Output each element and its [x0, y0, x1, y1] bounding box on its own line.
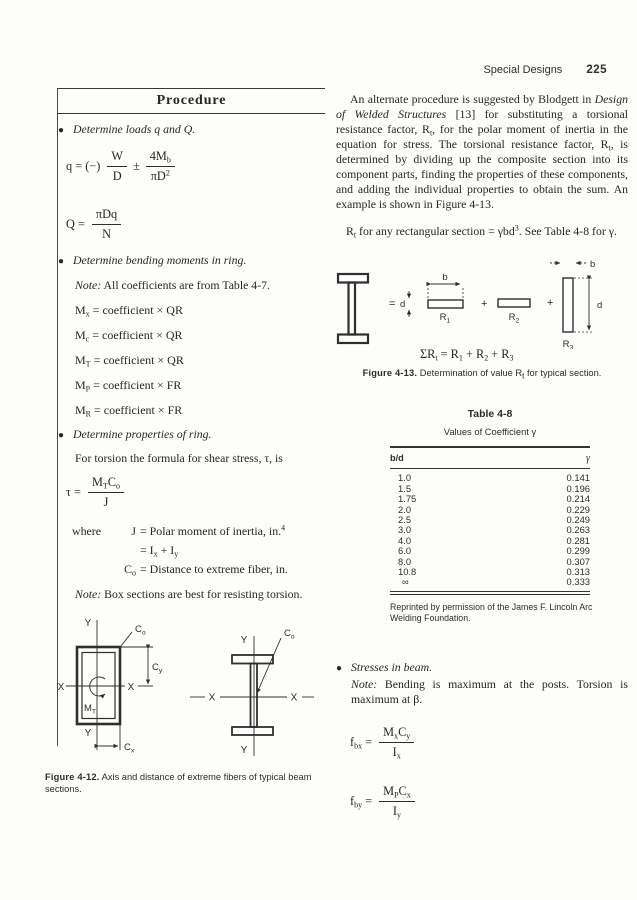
right-column	[336, 60, 628, 819]
table-row: 2.5 0.249	[398, 513, 590, 525]
label-d: d	[400, 299, 406, 310]
bullet-text: Determine properties of ring.	[73, 427, 212, 441]
label-r2: $R_2$	[508, 312, 520, 325]
page-number: 225	[586, 64, 607, 76]
figure-caption-text: Determination of value $R_t$ for typical section.	[417, 368, 602, 381]
note-text: Box sections are best for resisting torsion.	[101, 587, 303, 601]
figure-caption-text: Axis and distance of extreme fibers of typical beam sections.	[45, 772, 312, 795]
table-row: ∞ 0.333	[402, 576, 590, 588]
formula-q-lhs: q = (−)	[66, 159, 101, 173]
table-row: 1.0 0.141	[398, 472, 590, 484]
label-b: b	[442, 272, 448, 283]
table-row: 8.0 0.307	[398, 555, 590, 567]
formula-fby	[350, 784, 628, 819]
fraction	[107, 149, 127, 184]
bullet-dot: ●	[58, 430, 65, 441]
table-row: 10.8 0.313	[398, 565, 590, 577]
axis-label-y: Y	[84, 618, 92, 629]
denominator: D	[107, 166, 127, 184]
note-text: Bending is maximum at the posts. Torsion is maximum at β.	[351, 676, 628, 706]
procedure-heading-box	[58, 88, 325, 114]
axis-label-y: Y	[240, 635, 248, 646]
formula-tau	[66, 475, 325, 510]
bullet-dot: ●	[58, 125, 65, 136]
figure-4-13-rt-decomposition-diagram	[336, 249, 628, 349]
left-column	[45, 88, 325, 796]
label-b: b	[590, 259, 596, 270]
moment-line: $M_x$ = coefficient × QR	[75, 303, 183, 319]
formula-q	[66, 149, 325, 184]
moment-line: $M_P$ = coefficient × FR	[75, 378, 182, 394]
bullet-dot: ●	[58, 256, 65, 267]
column-header-bd: b/d	[390, 453, 404, 464]
numerator: $4M_b$	[149, 149, 171, 165]
label-co: $C_o$	[284, 628, 295, 641]
fraction	[379, 784, 415, 819]
numerator: πDq	[95, 207, 118, 221]
fraction	[92, 207, 121, 242]
where-rhs: = Polar moment of inertia, in.$^4$	[140, 523, 286, 538]
axis-label-x: X	[208, 692, 216, 704]
numerator: $M_TC_o$	[91, 475, 120, 491]
section-title: Special Designs	[483, 64, 563, 76]
note-label: Note:	[75, 278, 102, 292]
table-row: 2.0 0.229	[398, 503, 590, 515]
bullet-text: Stresses in beam.	[351, 659, 433, 674]
column-header-gamma: γ	[586, 453, 590, 465]
paragraph-text: [13] for substituting a torsional resistance factor, $R_t$, for the polar moment of inertia in the equation for stress. The torsional resistance factor, $R_t$, is determined by dividing up the composite section into its component parts, finding the properties of these components, and adding the individual properties to obtain the sum. An example is shown in Figure 4-13.	[336, 107, 628, 211]
formula-fbx-lhs: $f_{bx}$ =	[350, 734, 373, 751]
table-row: 1.5 0.196	[398, 482, 590, 494]
table-4-8	[390, 407, 590, 594]
table-end-rule	[390, 594, 590, 595]
where-label: where	[72, 524, 102, 538]
where-label	[72, 562, 120, 577]
figure-label: Figure 4-12.	[45, 772, 100, 782]
denominator: $\pi D^2$	[146, 166, 175, 184]
numerator: $M_xC_y$	[383, 724, 411, 741]
label-r3: $R_3$	[562, 339, 574, 349]
formula-fby-lhs: $f_{by}$ =	[350, 793, 373, 810]
where-rhs: = $I_x + I_y$	[140, 543, 179, 559]
numerator: $M_PC_x$	[383, 783, 411, 800]
label-mt: $M_T$	[83, 703, 97, 716]
figure-4-12-caption	[45, 771, 325, 796]
note-box-sections	[75, 587, 325, 602]
where-label	[72, 543, 120, 558]
denominator: N	[92, 224, 121, 242]
moment-line: $M_c$ = coefficient × QR	[75, 328, 183, 344]
axis-label-x: X	[290, 692, 298, 704]
bullet-dot: ●	[336, 662, 343, 674]
formula-fbx	[350, 725, 628, 760]
note-text: All coefficients are from Table 4-7.	[101, 278, 270, 292]
note-coefficients	[75, 278, 325, 293]
bullet-determine-loads	[58, 122, 325, 138]
paragraph-text: An alternate procedure is suggested by Blodgett in	[350, 92, 595, 106]
label-co: $C_o$	[135, 624, 146, 637]
label-r1: $R_1$	[439, 312, 451, 325]
rt-sentence: $R_t$ for any rectangular section = γbd$^3$. See Table 4-8 for γ.	[346, 223, 617, 240]
axis-label-x: X	[127, 682, 135, 693]
where-lhs: J	[131, 524, 136, 538]
formula-Q-lhs: Q =	[66, 217, 85, 231]
plus-sign: +	[481, 298, 488, 310]
fraction	[88, 475, 124, 510]
table-source-note: Reprinted by permission of the James F. Lincoln Arc Welding Foundation.	[390, 601, 593, 623]
moment-line: $M_T$ = coefficient × QR	[75, 353, 184, 369]
note-label: Note:	[351, 676, 378, 691]
axis-label-y: Y	[240, 745, 248, 756]
moment-line: $M_R$ = coefficient × FR	[75, 403, 183, 419]
bullet-text: Determine loads q and Q.	[73, 122, 196, 136]
table-header-row	[390, 447, 590, 469]
figure-label: Figure 4-13.	[362, 368, 418, 378]
bullet-bending-moments	[58, 253, 325, 269]
rt-sum-equation: $\Sigma R_t = R_1 + R_2 + R_3$	[420, 347, 514, 363]
book-title-italic: Design of Welded Structures	[336, 92, 628, 121]
table-row: 1.75 0.214	[398, 493, 590, 505]
where-definitions	[72, 524, 325, 577]
denominator: $I_x$	[379, 742, 414, 760]
numerator: W	[111, 149, 123, 163]
denominator: $I_y$	[379, 801, 415, 819]
label-cx: $C_x$	[124, 742, 135, 755]
body-paragraph	[336, 92, 628, 212]
bullet-ring-properties	[58, 427, 325, 443]
plus-minus-operator: ±	[132, 159, 140, 173]
axis-label-x: X	[58, 682, 65, 693]
table-subtitle: Values of Coefficient γ	[443, 426, 537, 438]
fraction	[146, 149, 175, 184]
where-lhs	[120, 543, 140, 558]
label-cy: $C_y$	[152, 662, 163, 675]
figure-4-12-beam-sections-diagram	[58, 610, 325, 760]
where-lhs: $C_o$	[124, 562, 136, 578]
bullet-text: Determine bending moments in ring.	[73, 253, 247, 267]
plus-sign: +	[547, 297, 554, 309]
formula-Q	[66, 207, 325, 242]
bullet-stresses	[336, 660, 628, 676]
table-row: 3.0 0.263	[398, 524, 590, 536]
table-row: 4.0 0.281	[398, 534, 590, 546]
denominator: J	[88, 492, 124, 510]
axis-label-y: Y	[84, 728, 92, 739]
note-stresses	[351, 677, 628, 707]
fraction	[379, 725, 414, 760]
coefficient-table	[390, 446, 590, 591]
table-row: 6.0 0.299	[398, 545, 590, 557]
torsion-intro: For torsion the formula for shear stress, τ, is	[75, 451, 283, 465]
equals-sign: =	[389, 298, 396, 310]
where-rhs: = Distance to extreme fiber, in.	[140, 562, 288, 576]
label-d: d	[597, 300, 603, 311]
formula-tau-lhs: τ =	[66, 485, 81, 499]
table-title: Table 4-8	[467, 408, 513, 421]
procedure-title: Procedure	[156, 93, 227, 108]
note-label: Note:	[75, 587, 102, 601]
figure-4-13-caption	[336, 367, 628, 379]
